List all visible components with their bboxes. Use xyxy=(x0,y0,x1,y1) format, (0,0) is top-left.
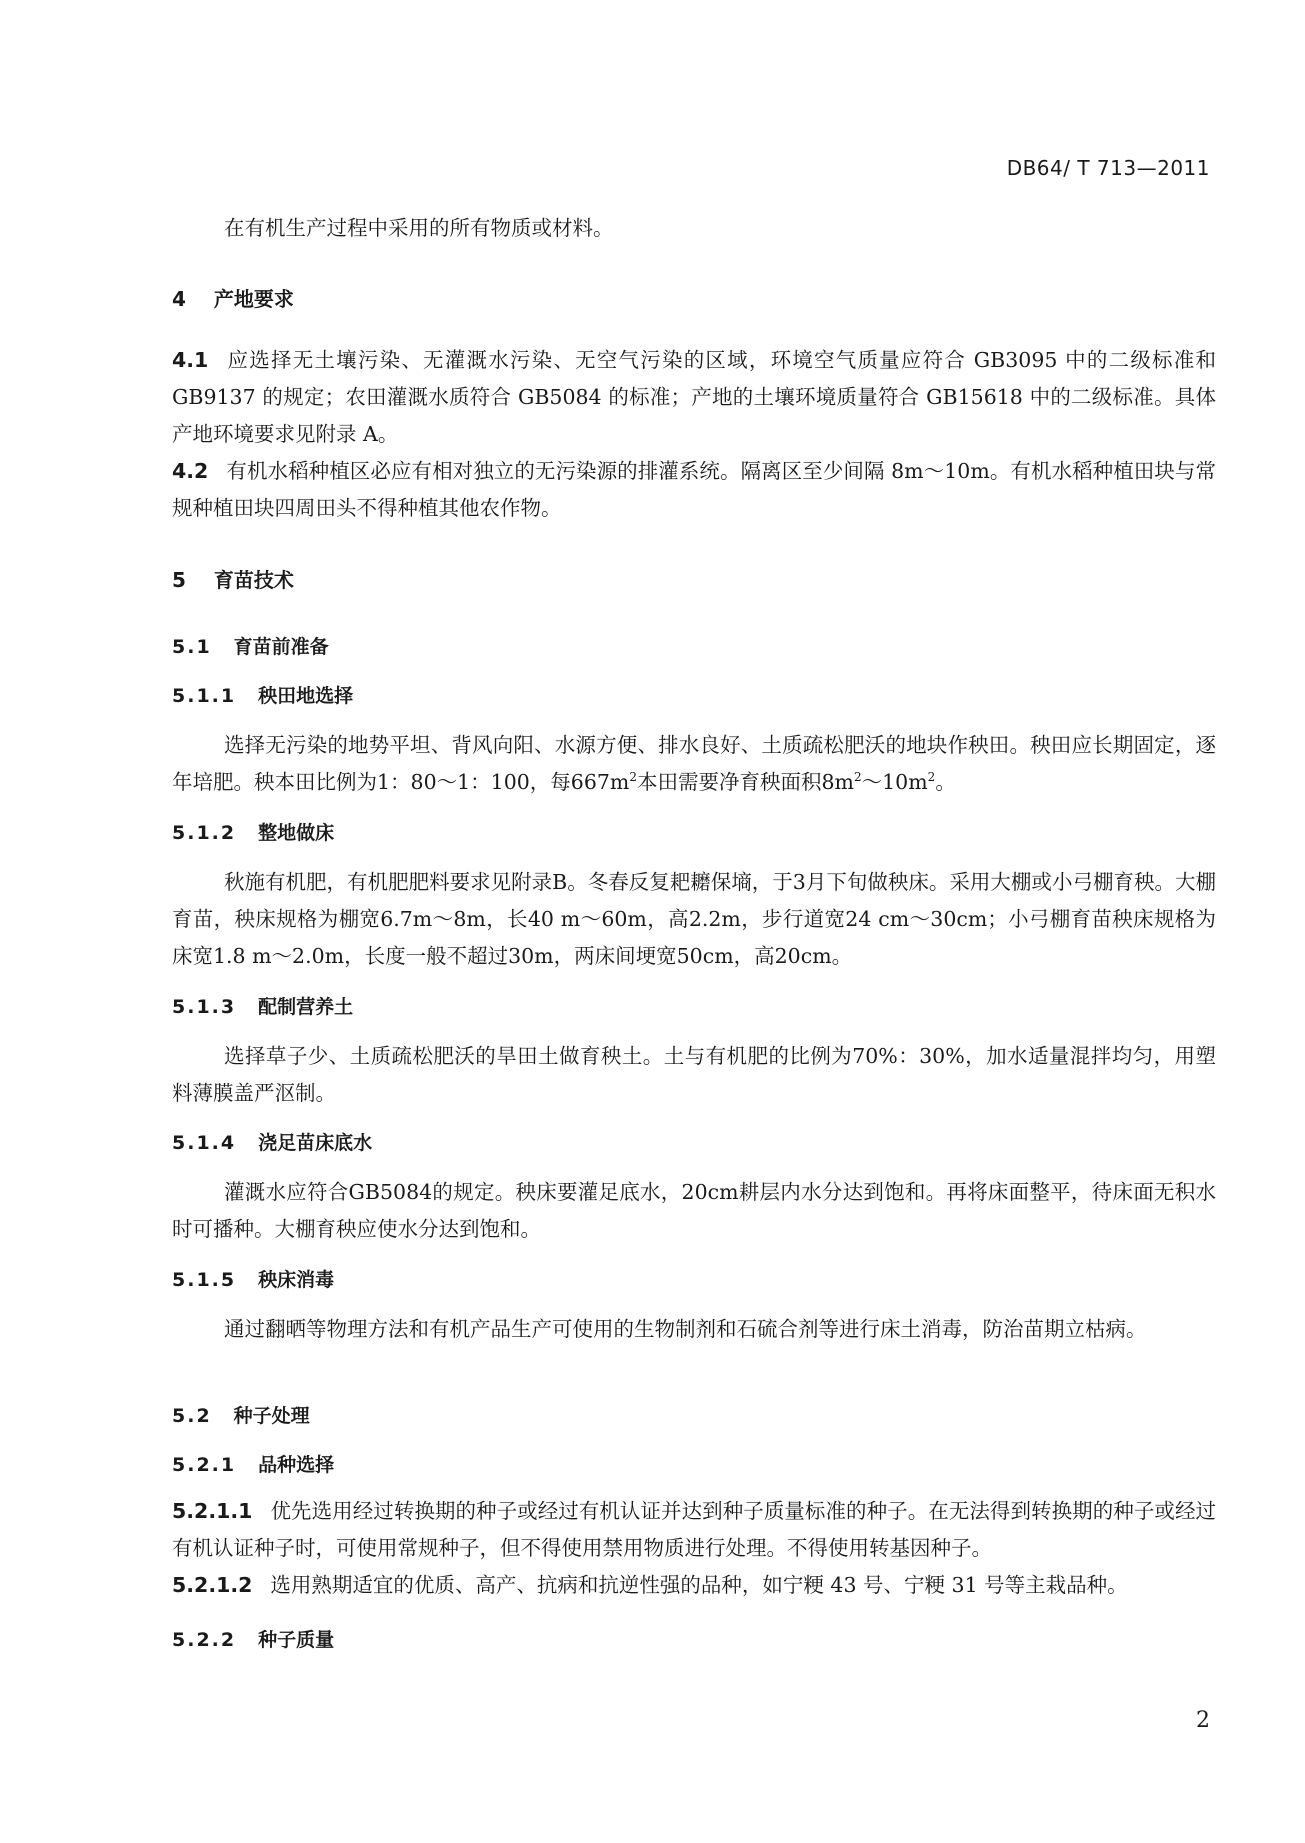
clause-5-2-1-2 xyxy=(172,1567,1216,1604)
clause-4-2 xyxy=(172,453,1216,527)
section-title: 配制营养土 xyxy=(258,996,354,1018)
section-4-heading xyxy=(172,283,1216,312)
section-5-1-1-heading xyxy=(172,681,1216,708)
section-number: 5.2.1 xyxy=(172,1454,237,1476)
section-number: 5.1.5 xyxy=(172,1269,237,1291)
section-title: 秧田地选择 xyxy=(258,685,354,707)
section-number: 5.1 xyxy=(172,636,212,658)
section-5-1-3-body: 选择草子少、土质疏松肥沃的旱田土做育秧土。土与有机肥的比例为70%：30%，加水适量混拌均匀，用塑料薄膜盖严沤制。 xyxy=(172,1044,1216,1105)
section-title: 整地做床 xyxy=(258,822,335,844)
clause-text: 应选择无土壤污染、无灌溉水污染、无空气污染的区域，环境空气质量应符合 GB3095 中的二级标准和 GB9137 的规定；农田灌溉水质符合 GB5084 的标准；产地的土壤环境质量符合 GB15618 中的二级标准。具体产地环境要求见附录 A。 xyxy=(172,348,1216,446)
section-number: 5.1.3 xyxy=(172,996,237,1018)
section-5-2-1-heading xyxy=(172,1450,1216,1477)
section-5-1-heading xyxy=(172,632,1216,659)
clause-text: 优先选用经过转换期的种子或经过有机认证并达到种子质量标准的种子。在无法得到转换期的种子或经过有机认证种子时，可使用常规种子，但不得使用禁用物质进行处理。不得使用转基因种子。 xyxy=(172,1499,1216,1560)
section-title: 育苗技术 xyxy=(213,568,294,592)
section-title: 浇足苗床底水 xyxy=(258,1132,373,1154)
page-number: 2 xyxy=(1196,1708,1210,1733)
section-title: 品种选择 xyxy=(258,1454,335,1476)
section-5-1-4-heading xyxy=(172,1128,1216,1155)
clause-number: 4.1 xyxy=(172,348,209,372)
body-text: ～10m xyxy=(861,770,928,794)
body-text: 。 xyxy=(935,770,956,794)
clause-number: 5.2.1.2 xyxy=(172,1573,253,1597)
intro-paragraph: 在有机生产过程中采用的所有物质或材料。 xyxy=(224,216,614,240)
superscript: 2 xyxy=(854,770,862,785)
section-5-2-2-heading xyxy=(172,1625,1216,1652)
section-title: 育苗前准备 xyxy=(233,636,329,658)
section-5-1-4-body: 灌溉水应符合GB5084的规定。秧床要灌足底水，20cm耕层内水分达到饱和。再将床面整平，待床面无积水时可播种。大棚育秧应使水分达到饱和。 xyxy=(172,1180,1216,1241)
section-number: 5 xyxy=(172,568,186,592)
clause-number: 4.2 xyxy=(172,459,209,483)
section-title: 产地要求 xyxy=(213,287,294,311)
section-5-heading xyxy=(172,564,1216,593)
section-title: 秧床消毒 xyxy=(258,1269,335,1291)
section-number: 5.1.1 xyxy=(172,685,237,707)
clause-number: 5.2.1.1 xyxy=(172,1499,253,1523)
section-5-1-2-heading xyxy=(172,818,1216,845)
body-text: 选择无污染的地势平坦、背风向阳、水源方便、排水良好、土质疏松肥沃的地块作秧田。秧田应长期固定，逐年培肥。秧本田比例为1：80～1：100，每667m xyxy=(172,733,1216,794)
clause-text: 选用熟期适宜的优质、高产、抗病和抗逆性强的品种，如宁粳 43 号、宁粳 31 号等主栽品种。 xyxy=(270,1573,1128,1597)
section-title: 种子处理 xyxy=(233,1405,310,1427)
standard-code: DB64/ T 713—2011 xyxy=(1006,156,1210,180)
section-number: 5.1.4 xyxy=(172,1132,237,1154)
section-number: 5.2.2 xyxy=(172,1629,237,1651)
clause-4-1 xyxy=(172,342,1216,453)
superscript: 2 xyxy=(629,770,638,785)
superscript: 2 xyxy=(927,770,936,785)
section-number: 4 xyxy=(172,287,186,311)
clause-text: 有机水稻种植区必应有相对独立的无污染源的排灌系统。隔离区至少间隔 8m～10m。有机水稻种植田块与常规种植田块四周田头不得种植其他农作物。 xyxy=(172,459,1216,520)
section-5-1-5-body: 通过翻晒等物理方法和有机产品生产可使用的生物制剂和石硫合剂等进行床土消毒，防治苗期立枯病。 xyxy=(224,1317,1147,1341)
section-number: 5.1.2 xyxy=(172,822,237,844)
section-number: 5.2 xyxy=(172,1405,212,1427)
section-5-1-1-body xyxy=(172,727,1216,801)
section-title: 种子质量 xyxy=(258,1629,335,1651)
section-5-1-5-heading xyxy=(172,1265,1216,1292)
body-text: 本田需要净育秧面积8m xyxy=(637,770,854,794)
section-5-2-heading xyxy=(172,1401,1216,1428)
clause-5-2-1-1 xyxy=(172,1493,1216,1567)
section-5-1-2-body: 秋施有机肥，有机肥肥料要求见附录B。冬春反复耙耱保墒，于3月下旬做秧床。采用大棚或小弓棚育秧。大棚育苗，秧床规格为棚宽6.7m～8m，长40 m～60m，高2.2m，步行道宽24 cm～30cm；小弓棚育苗秧床规格为床宽1.8 m～2.0m，长度一般不超过30m，两床间埂宽50cm，高20cm。 xyxy=(172,870,1216,968)
section-5-1-3-heading xyxy=(172,992,1216,1019)
